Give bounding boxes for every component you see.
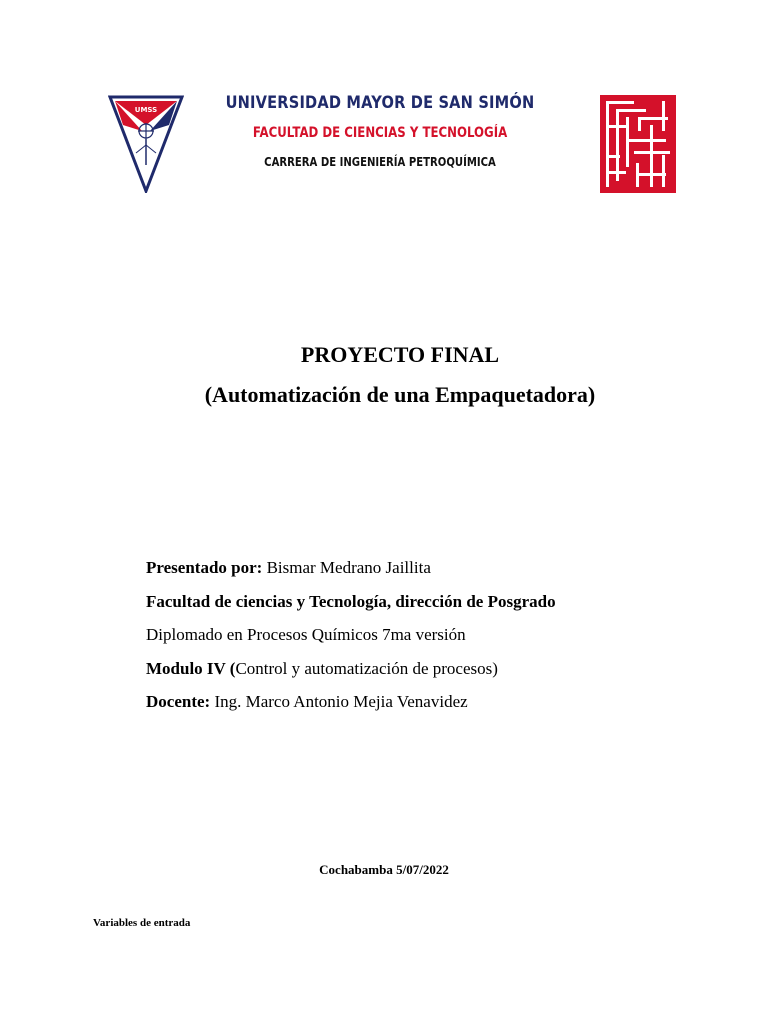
project-title: PROYECTO FINAL: [300, 342, 500, 367]
section-note: Variables de entrada: [93, 917, 191, 929]
project-subtitle: (Automatización de una Empaquetadora): [204, 382, 596, 407]
presented-by-line: [146, 556, 556, 580]
diploma-line: Diplomado en Procesos Químicos 7ma versión: [146, 625, 466, 644]
career-name: CARRERA DE INGENIERÍA PETROQUÍMICA: [264, 155, 496, 169]
presented-by-value: Bismar Medrano Jaillita: [262, 558, 431, 577]
umss-logo: [108, 95, 184, 193]
university-name: UNIVERSIDAD MAYOR DE SAN SIMÓN: [225, 93, 535, 113]
module-value: Control y automatización de procesos): [235, 658, 498, 678]
presented-by-label: Presentado por:: [146, 558, 263, 577]
date-line: Cochabamba 5/07/2022: [319, 862, 449, 877]
umss-logo-text: UMSS: [134, 106, 158, 114]
teacher-line: [146, 690, 556, 714]
faculty-name: FACULTAD DE CIENCIAS Y TECNOLOGÍA: [252, 125, 508, 141]
project-info: [146, 556, 556, 724]
title-block: [0, 340, 768, 410]
teacher-value: Ing. Marco Antonio Mejia Venavidez: [210, 692, 468, 711]
fcyt-logo: [600, 95, 676, 193]
module-label: Modulo IV (: [146, 658, 236, 678]
faculty-line: Facultad de ciencias y Tecnología, dirección de Posgrado: [146, 591, 556, 611]
module-line: [146, 657, 556, 681]
teacher-label: Docente:: [146, 692, 211, 711]
institution-header: [200, 90, 560, 169]
